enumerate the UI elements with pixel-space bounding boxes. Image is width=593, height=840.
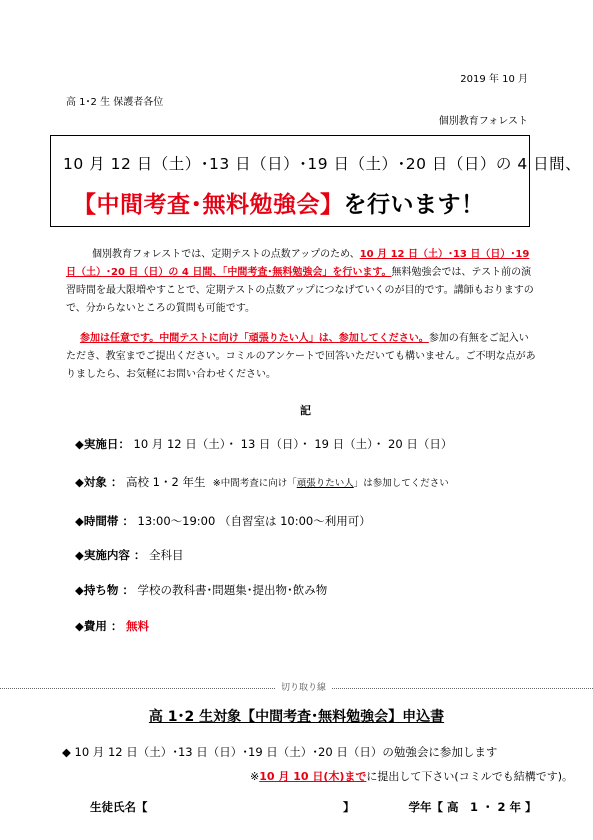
grade-field[interactable]: 学年【 高 1 ・ 2 年 】 [408,800,537,814]
detail-date [75,436,452,452]
sender: 個別教育フォレスト [438,116,528,127]
form-deadline-post: に提出して下さい(コミルでも結構です)。 [366,770,573,783]
detail-fee-value: 無料 [126,619,150,633]
headline-box [50,135,582,227]
detail-target-note [213,478,449,489]
student-name-field[interactable]: 生徒氏名【 】 [90,800,355,814]
detail-content-value: 全科目 [149,548,184,562]
notice-text: 参加の有無をご記入いただき、教室までご提出ください。コミルのアンケートで回答いただいても構いません。ご不明な点がありましたら、お気軽にお問い合わせください。 [66,333,536,380]
target-note-pre: ※中間考査に向け「 [212,478,297,489]
detail-target [75,474,449,490]
target-note-post: 」は参加してください [353,478,449,489]
detail-time-label: ◆時間帯 ： [75,514,134,528]
form-deadline-date: 10 月 10 日(木)まで [259,770,367,783]
target-note-underlined: 頑張りたい人 [296,478,354,489]
form-title [0,706,593,726]
form-title-text: 高 1･2 生対象【中間考査･無料勉強会】申込書 [148,709,445,725]
intro-highlight: 10 月 12 日（土）･13 日（日）･19 日（土）･20 日（日）の 4 日間、「中間考査･無料勉強会」を行います。 [66,249,530,278]
detail-fee [75,618,149,634]
document-date: 2019 年 10 月 [460,74,528,85]
headline-suffix: を行います！ [343,192,485,218]
detail-content-label: ◆実施内容 ： [75,548,146,562]
addressee: 高 1･2 生 保護者各位 [66,97,164,108]
intro-paragraph [66,246,536,318]
form-participation: ◆ 10 月 12 日（土）･13 日（日）･19 日（土）･20 日（日）の勉強会に参加します [62,745,498,759]
detail-content [75,547,184,563]
detail-target-value: 高校 1・2 年生 [126,475,206,489]
detail-time [75,513,371,529]
detail-target-label: ◆対象 ： [75,475,123,489]
detail-time-value: 13:00～19:00 （自習室は 10:00～利用可） [137,514,371,528]
form-fields [90,799,537,815]
detail-items [75,582,327,598]
headline-dates: 10 月 12 日（土）･13 日（日）･19 日（土）･20 日（日）の 4 日間、 [63,155,582,173]
detail-date-value: 10 月 12 日（土）・ 13 日（日）・ 19 日（土）・ 20 日（日） [133,437,453,451]
form-deadline-pre: ※ [250,770,260,783]
notice-highlight: 参加は任意です。中間テストに向け「頑張りたい人」は、参加してください。 [80,333,429,344]
intro-text-2: 無料勉強会では、テスト前の演習時間を最大限増やすことで、定期テストの点数アップにつなげていくのが目的です。講師もおりますので、分からないところの質問も可能です。 [66,267,534,314]
detail-fee-label: ◆費用 ： [75,619,123,633]
notice-paragraph [66,330,536,384]
cut-line-label: 切り取り線 [275,680,332,693]
intro-text-1: 個別教育フォレストでは、定期テストの点数アップのため、 [92,249,360,260]
detail-date-label: ◆実施日： [75,437,130,451]
detail-items-value: 学校の教科書･問題集･提出物･飲み物 [137,583,328,597]
headline-title [73,186,485,219]
form-deadline [250,768,573,784]
detail-items-label: ◆持ち物 ： [75,583,134,597]
ki-heading: 記 [300,404,311,417]
headline-event-name: 【中間考査･無料勉強会】 [73,192,344,218]
